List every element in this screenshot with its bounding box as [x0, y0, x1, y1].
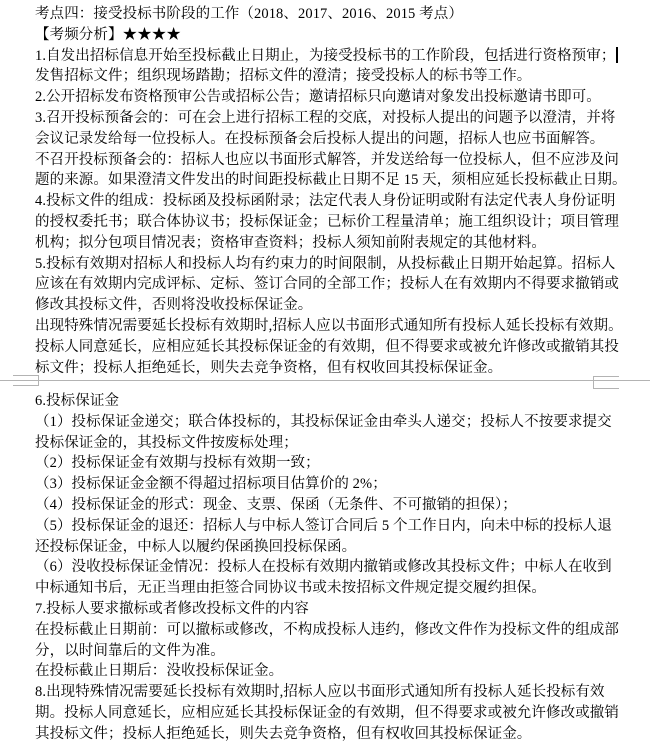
text-line[interactable]: 投标保证金的，其投标文件按废标处理；: [35, 434, 298, 451]
text-line[interactable]: 分，以时间靠后的文件为准。: [35, 642, 225, 659]
text-line[interactable]: 8.出现特殊情况需要延长投标有效期时,招标人应以书面形式通知所有投标人延长投标有效: [35, 684, 605, 701]
text-line[interactable]: 1.自发出招标信息开始至投标截止日期止，为接受投标书的工作阶段，包括进行资格预审；: [35, 46, 622, 67]
text-line[interactable]: （5）投标保证金的退还：招标人与中标人签订合同后 5 个工作日内，向未中标的投标人退: [35, 517, 612, 534]
text-line[interactable]: 5.投标有效期对招标人和投标人均有约束力的时间限制，从投标截止日期开始起算。招标人: [35, 255, 616, 272]
page-margin-mark-left: [13, 375, 39, 386]
text-line[interactable]: 机构；拟分包项目情况表；资格审查资料；投标人须知前附表规定的其他材料。: [35, 234, 546, 251]
text-line[interactable]: 发售招标文件；组织现场踏勘；招标文件的澄清；接受投标人的标书等工作。: [35, 68, 532, 85]
text-line[interactable]: 在投标截止日期前：可以撤标或修改，不构成投标人违约，修改文件作为投标文件的组成部: [35, 621, 619, 638]
text-line[interactable]: 的授权委托书；联合体协议书；投标保证金；已标价工程量清单；施工组织设计；项目管理: [35, 213, 619, 230]
text-line[interactable]: 【考频分析】★★★★: [35, 26, 181, 43]
text-line[interactable]: 标文件；投标人拒绝延长，则失去竞争资格，但有权收回其投标保证金。: [35, 359, 503, 376]
text-line[interactable]: 3.召开投标预备会的：可在会上进行招标工程的交底，对投标人提出的问题予以澄清，并将: [35, 109, 616, 126]
text-line[interactable]: （6）没收投标保证金情况：投标人在投标有效期内撤销或修改其投标文件；中标人在收到: [35, 559, 612, 576]
text-line[interactable]: 题的来源。如果澄清文件发出的时间距投标截止日期不足 15 天，须相应延长投标截止日期。: [35, 172, 627, 189]
page-break-divider: [0, 374, 650, 392]
text-line[interactable]: 中标通知书后，无正当理由拒签合同协议书或未按招标文件规定提交履约担保。: [35, 580, 546, 597]
text-line[interactable]: 其投标文件；投标人拒绝延长，则失去竞争资格，但有权收回其投标保证金。: [35, 725, 532, 742]
text-line[interactable]: 4.投标文件的组成：投标函及投标函附录；法定代表人身份证明或附有法定代表人身份证明: [35, 193, 616, 210]
text-line[interactable]: （1）投标保证金递交；联合体投标的，其投标保证金由牵头人递交；投标人不按要求提交: [35, 413, 612, 430]
text-line[interactable]: 出现特殊情况需要延长投标有效期时,招标人应以书面形式通知所有投标人延长投标有效期。: [35, 317, 623, 334]
text-cursor: [616, 47, 618, 63]
text-line[interactable]: （4）投标保证金的形式：现金、支票、保函（无条件、不可撤销的担保）；: [35, 496, 517, 513]
text-line[interactable]: 还投标保证金，中标人以履约保函换回投标保函。: [35, 538, 357, 555]
page-break-line: [0, 380, 650, 381]
text-line[interactable]: 6.投标保证金: [35, 393, 120, 409]
text-line[interactable]: （2）投标保证金有效期与投标有效期一致；: [35, 455, 320, 472]
page-margin-mark-right: [593, 376, 619, 389]
page1-text-block[interactable]: [35, 4, 627, 378]
text-line[interactable]: 会议记录发给每一位投标人。在投标预备会后投标人提出的问题，招标人也应书面解答。: [35, 130, 605, 147]
text-line[interactable]: 应该在有效期内完成评标、定标、签订合同的全部工作；投标人在有效期内不得要求撤销或: [35, 276, 619, 293]
text-line[interactable]: 投标人同意延长，应相应延长其投标保证金的有效期，但不得要求或被允许修改或撤销其投: [35, 338, 619, 355]
text-line[interactable]: 修改其投标文件，否则将没收投标保证金。: [35, 297, 313, 314]
text-line[interactable]: 7.投标人要求撤标或者修改投标文件的内容: [35, 600, 309, 617]
text-line[interactable]: （3）投标保证金金额不得超过招标项目估算价的 2%；: [35, 476, 387, 493]
page2-text-block[interactable]: [35, 391, 622, 745]
text-line[interactable]: 2.公开招标发布资格预审公告或招标公告；邀请招标只向邀请对象发出投标邀请书即可。: [35, 89, 601, 106]
text-line[interactable]: 不召开投标预备会的：招标人也应以书面形式解答，并发送给每一位投标人，但不应涉及问: [35, 151, 619, 168]
text-line[interactable]: 期。投标人同意延长，应相应延长其投标保证金的有效期，但不得要求或被允许修改或撤销: [35, 704, 619, 721]
text-line[interactable]: 在投标截止日期后：没收投标保证金。: [35, 663, 284, 680]
text-line[interactable]: 考点四：接受投标书阶段的工作（2018、2017、2016、2015 考点）: [35, 6, 463, 22]
